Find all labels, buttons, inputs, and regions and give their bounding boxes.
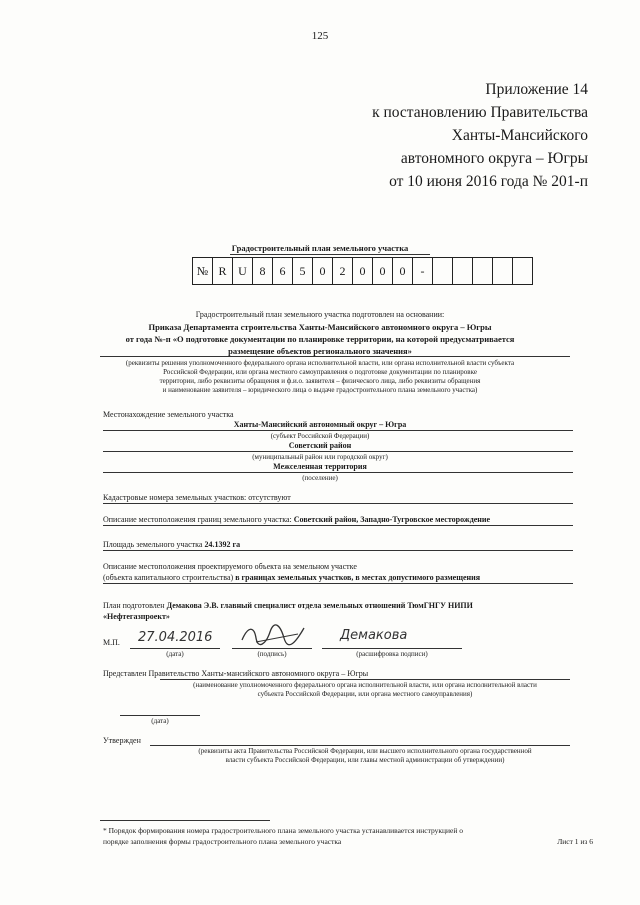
area-label: Площадь земельного участка (103, 540, 203, 549)
handwritten-date: 27.04.2016 (138, 630, 213, 645)
basis-line: Приказа Департамента строительства Ханты-Мансийского автономного округа – Югры (148, 322, 492, 332)
basis-caption: и наименование заявителя – юридического лица о выдаче градостроительного плана земельного участка) (162, 386, 478, 394)
plan-number-cell: 8 (252, 257, 273, 285)
divider (322, 648, 462, 649)
plan-number-cell (472, 257, 493, 285)
prepared-value-2: «Нефтегазпроект» (103, 612, 170, 621)
plan-number-cell: 0 (392, 257, 413, 285)
divider (120, 715, 200, 716)
appendix-line: к постановлению Правительства (372, 104, 588, 121)
location-district-caption: (муниципальный район или городской округ) (252, 453, 388, 461)
area-value: 24.1392 га (204, 540, 241, 549)
appendix-line: Приложение 14 (485, 81, 588, 98)
plan-number-cell: 0 (312, 257, 333, 285)
handwritten-decode: Демакова (340, 628, 408, 643)
prepared-value: Демакова Э.В. главный специалист отдела земельных отношений ТюмГНГУ НИПИ (166, 601, 473, 610)
plan-number-cell (432, 257, 453, 285)
location-label: Местонахождение земельного участка (103, 410, 234, 419)
cadastral-row (103, 493, 291, 502)
plan-title: Градостроительный план земельного участка (231, 243, 409, 253)
presented-value: Правительство Ханты-мансийского автономного округа – Югры (148, 669, 369, 678)
divider (103, 472, 573, 473)
decode-caption: (расшифровка подписи) (356, 650, 428, 658)
presented-caption: субъекта Российской Федерации, или органа местного самоуправления) (257, 690, 473, 698)
location-settlement: Межселенная территория (273, 462, 367, 471)
divider (103, 525, 573, 526)
plan-number-cell: - (412, 257, 433, 285)
plan-number-cell: 0 (372, 257, 393, 285)
footnote-line: порядке заполнения формы градостроительного плана земельного участка (103, 837, 342, 846)
approved-label: Утвержден (103, 736, 141, 745)
area-row (103, 540, 240, 549)
presented-label: Представлен (103, 669, 147, 678)
plan-number-cell: 6 (272, 257, 293, 285)
appendix-header (372, 78, 588, 193)
plan-number-cell (452, 257, 473, 285)
presented-date-caption: (дата) (151, 717, 169, 725)
plan-number-cell: № (192, 257, 213, 285)
presented-row (103, 669, 368, 678)
basis-line: размещение объектов регионального значения» (228, 346, 412, 356)
plan-number-cell: 5 (292, 257, 313, 285)
plan-number-cell (492, 257, 513, 285)
location-subject: Ханты-Мансийский автономный округ – Югра (233, 420, 407, 429)
approved-caption: (реквизиты акта Правительства Российской Федерации, или высшего исполнительного органа государственной (198, 747, 532, 755)
basis-line: от года №-п «О подготовке документации по планировке территории, на которой предусматривается (125, 334, 515, 344)
object-value: в границах земельных участков, в местах допустимого размещения (235, 573, 481, 582)
cadastral-value: отсутствуют (248, 493, 291, 502)
prepared-label: План подготовлен (103, 601, 165, 610)
divider (103, 583, 573, 584)
divider (103, 550, 573, 551)
basis-caption: Российской Федерации, или органа местного самоуправления о подготовке документации по планировке (163, 368, 477, 376)
divider (232, 648, 312, 649)
location-subject-caption: (субъект Российской Федерации) (270, 432, 370, 440)
stamp-mp: М.П. (103, 638, 120, 647)
basis-caption: (реквизиты решения уполномоченного федерального органа исполнительной власти, или органа исполнительной власти субъекта (125, 359, 515, 367)
page-number: 125 (311, 30, 329, 42)
object-label: Описание местоположения проектируемого объекта на земельном участке (103, 562, 357, 571)
signature-caption: (подпись) (257, 650, 287, 658)
prepared-row (103, 601, 473, 610)
appendix-line: от 10 июня 2016 года № 201-п (389, 173, 588, 190)
footnote-line: * Порядок формирования номера градостроительного плана земельного участка устанавливается инструкцией о (103, 826, 464, 835)
divider (103, 503, 573, 504)
divider (150, 745, 570, 746)
appendix-line: автономного округа – Югры (400, 150, 588, 167)
basis-caption: территории, либо реквизиты обращения и ф.и.о. заявителя – физического лица, либо реквизиты обращения (159, 377, 481, 385)
divider (103, 430, 573, 431)
location-district: Советский район (288, 441, 352, 450)
signature-image (238, 620, 308, 650)
divider (130, 648, 220, 649)
plan-number-cell: U (232, 257, 253, 285)
divider (100, 356, 570, 357)
basis-intro: Градостроительный план земельного участка подготовлен на основании: (195, 310, 445, 319)
boundaries-value: Советский район, Западно-Тугровское месторождение (293, 515, 491, 524)
boundaries-row (103, 515, 490, 524)
sheet-number: Лист 1 из 6 (557, 837, 593, 846)
plan-number-cell: 0 (352, 257, 373, 285)
title-underline (230, 254, 430, 255)
boundaries-label: Описание местоположения границ земельного участка: (103, 515, 292, 524)
plan-number-cell (512, 257, 533, 285)
presented-caption: (наименование уполномоченного федерального органа исполнительной власти, или органа исполнительной власти (193, 681, 537, 689)
approved-caption: власти субъекта Российской Федерации, или главы местной администрации об утверждении) (225, 756, 505, 764)
cadastral-label: Кадастровые номера земельных участков: (103, 493, 247, 502)
plan-number-cell: 2 (332, 257, 353, 285)
date-caption: (дата) (166, 650, 184, 658)
plan-number-grid (193, 257, 533, 285)
plan-number-cell: R (212, 257, 233, 285)
object-label-2: (объекта капитального строительства) (103, 573, 234, 582)
divider (103, 451, 573, 452)
footnote-rule (100, 820, 270, 821)
object-row (103, 573, 480, 582)
divider (160, 679, 570, 680)
appendix-line: Ханты-Мансийского (451, 127, 588, 144)
location-settlement-caption: (поселение) (302, 474, 338, 482)
